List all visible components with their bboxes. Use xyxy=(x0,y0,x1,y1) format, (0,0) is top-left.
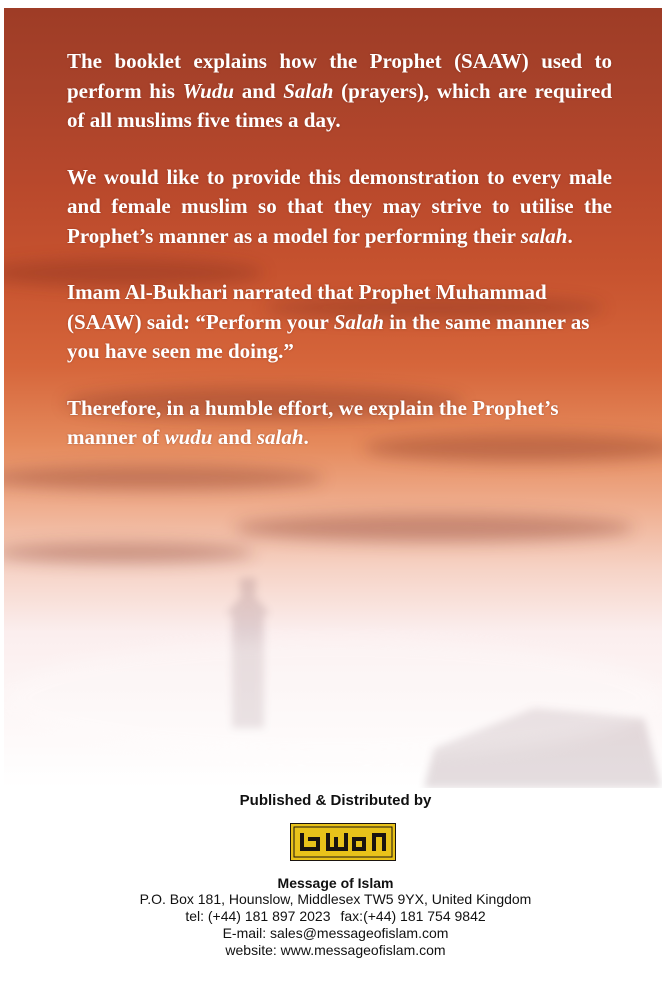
text-span: (prayers), which are required of all muslims five times a day. xyxy=(67,78,612,132)
italic-term: salah xyxy=(256,425,304,449)
contact-details xyxy=(0,891,671,959)
text-span: . xyxy=(303,425,309,449)
website-address: website: www.messageofislam.com xyxy=(225,942,446,958)
italic-term: wudu xyxy=(164,425,213,449)
postal-address: P.O. Box 181, Hounslow, Middlesex TW5 9YX, United Kingdom xyxy=(139,891,532,907)
text-span: and xyxy=(212,425,257,449)
text-span: . xyxy=(567,223,573,248)
paragraph-2 xyxy=(67,163,612,252)
text-span: in the same manner as you have seen me doing.” xyxy=(67,309,590,363)
phone-fax-line xyxy=(0,908,671,925)
paragraph-1 xyxy=(67,47,612,136)
italic-term: Salah xyxy=(283,78,334,103)
italic-term: salah xyxy=(520,223,568,248)
italic-term: Salah xyxy=(333,309,384,334)
email-address: E-mail: sales@messageofislam.com xyxy=(222,925,449,941)
text-span: Therefore, in a humble effort, we explain the Prophet’s manner of xyxy=(67,395,559,449)
paragraph-3 xyxy=(67,278,612,367)
text-span: We would like to provide this demonstration to every male and female muslim so that they may strive to utilise the Prophet’s manner as a model for performing their xyxy=(67,164,612,248)
text-span: The booklet explains how the Prophet (SAAW) used to perform his xyxy=(67,49,612,103)
paragraph-4 xyxy=(67,394,612,453)
text-span: and xyxy=(234,78,284,103)
description-text xyxy=(67,47,612,480)
italic-term: Wudu xyxy=(182,78,235,103)
fax: fax:(+44) 181 754 9842 xyxy=(340,908,486,924)
published-by-label: Published & Distributed by xyxy=(239,792,432,809)
telephone: tel: (+44) 181 897 2023 xyxy=(185,908,331,924)
text-span: Imam Al-Bukhari narrated that Prophet Muhammad (SAAW) said: “Perform your xyxy=(67,280,547,334)
islam-calligraphy-logo xyxy=(290,823,396,861)
organization-name: Message of Islam xyxy=(277,875,394,891)
